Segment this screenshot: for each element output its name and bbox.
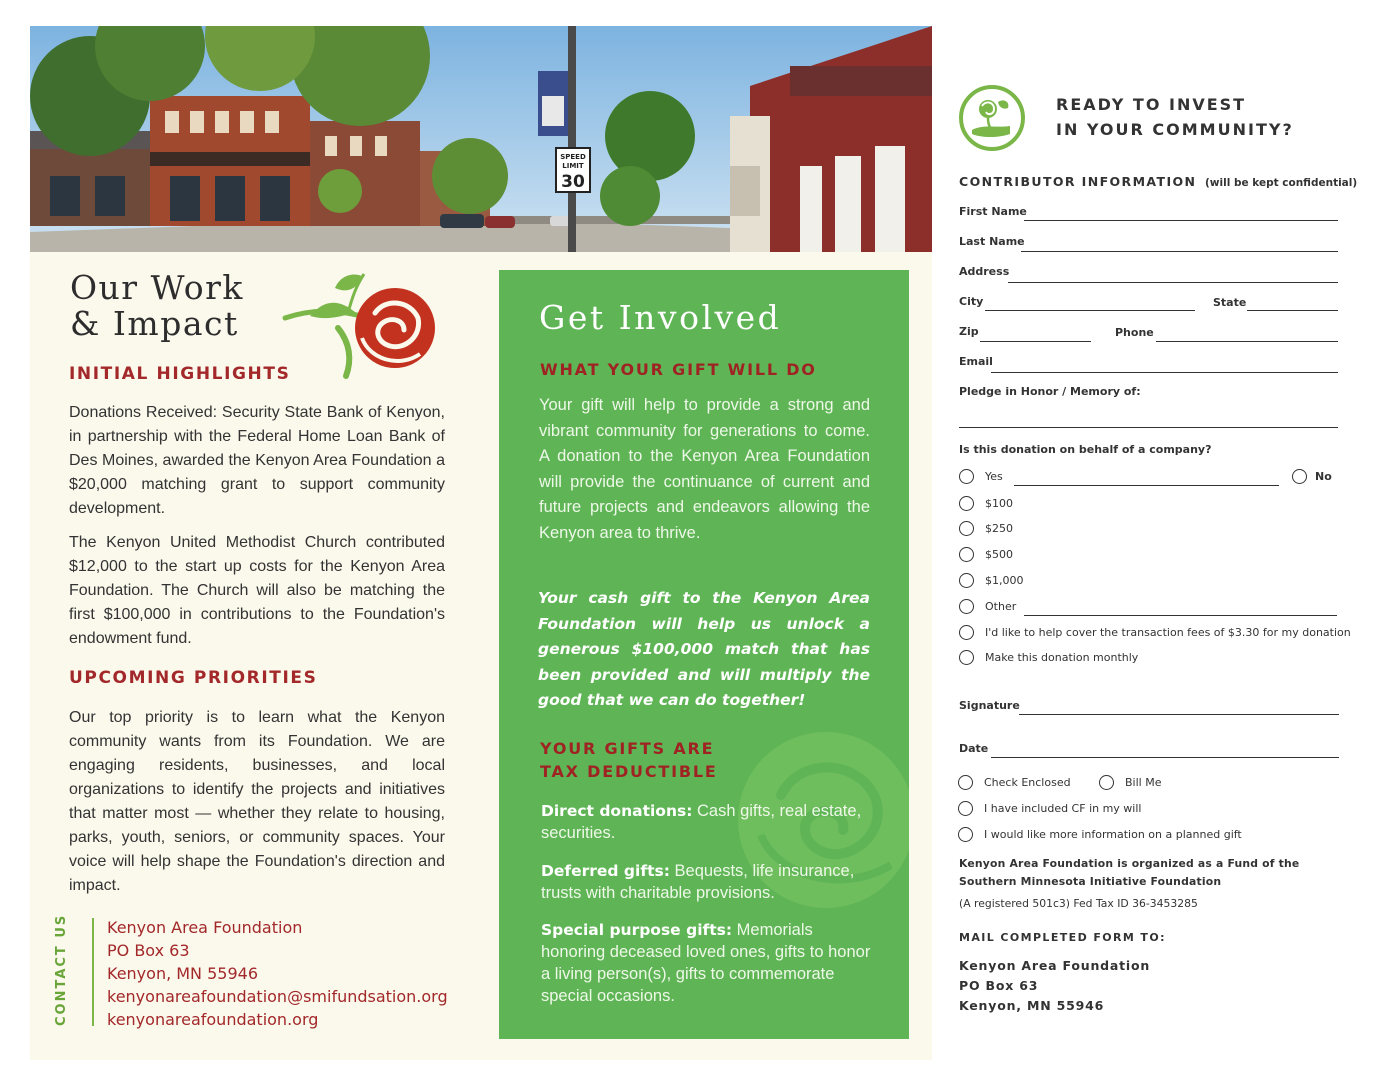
tax-heading-line1: YOUR GIFTS ARE bbox=[540, 739, 715, 758]
mail-org-name: Kenyon Area Foundation bbox=[959, 958, 1151, 973]
mail-form-heading: MAIL COMPLETED FORM TO: bbox=[959, 931, 1166, 944]
our-work-title bbox=[70, 270, 244, 342]
planned-gift-option[interactable] bbox=[958, 827, 1242, 842]
check-enclosed-label: Check Enclosed bbox=[984, 776, 1071, 789]
get-involved-title: Get Involved bbox=[539, 298, 782, 337]
city-field[interactable] bbox=[985, 310, 1195, 311]
last-name-field[interactable] bbox=[1021, 251, 1338, 252]
zip-field[interactable] bbox=[980, 341, 1091, 342]
monthly-radio[interactable] bbox=[959, 650, 974, 665]
speed-sign-line2: LIMIT bbox=[562, 162, 584, 170]
special-purpose-label: Special purpose gifts: bbox=[541, 921, 733, 939]
direct-donations-item bbox=[541, 800, 881, 844]
get-involved-panel bbox=[499, 270, 909, 1039]
amount-500-radio[interactable] bbox=[959, 547, 974, 562]
amount-100-radio[interactable] bbox=[959, 496, 974, 511]
included-will-option[interactable] bbox=[958, 801, 1141, 816]
initial-highlights-heading: INITIAL HIGHLIGHTS bbox=[69, 364, 291, 384]
deferred-gifts-item bbox=[541, 860, 881, 904]
no-label: No bbox=[1315, 470, 1332, 483]
other-amount-label: Other bbox=[985, 600, 1017, 613]
yes-option[interactable] bbox=[959, 469, 1003, 484]
planned-gift-label: I would like more information on a planned gift bbox=[984, 828, 1242, 841]
organization-note-line2: Southern Minnesota Initiative Foundation bbox=[959, 875, 1222, 888]
amount-1000-option[interactable] bbox=[959, 573, 1024, 588]
contributor-info-heading: CONTRIBUTOR INFORMATION bbox=[959, 174, 1197, 189]
gift-description: Your gift will help to provide a strong and vibrant community for generations to come. A donation to the Kenyon Area Foundation will provide the continuance of current and future projects and endeavors allowing the Kenyon area to thrive. bbox=[539, 396, 870, 542]
form-title-line2: IN YOUR COMMUNITY? bbox=[1056, 120, 1294, 139]
city-label: City bbox=[959, 295, 984, 308]
zip-label: Zip bbox=[959, 325, 979, 338]
no-option[interactable] bbox=[1292, 469, 1332, 484]
speed-sign-line1: SPEED bbox=[560, 153, 586, 161]
included-will-label: I have included CF in my will bbox=[984, 802, 1142, 815]
priorities-paragraph: Our top priority is to learn what the Kenyon community wants from its Foundation. We are engaging residents, businesses, and local organizations to identify the projects and initiatives that matter most — whether they relate to housing, parks, youth, seniors, or community spaces. Your voice will help shape the Foundation's direction and impact. bbox=[69, 709, 445, 894]
what-your-gift-heading: WHAT YOUR GIFT WILL DO bbox=[540, 360, 817, 379]
no-radio[interactable] bbox=[1292, 469, 1307, 484]
address-field[interactable] bbox=[1008, 282, 1338, 283]
our-work-title-line1: Our Work bbox=[70, 268, 244, 307]
first-name-label: First Name bbox=[959, 205, 1027, 218]
mail-address bbox=[959, 956, 1150, 1016]
deferred-gifts-text: Bequests, life insurance, trusts with charitable provisions. bbox=[541, 862, 855, 902]
check-enclosed-radio[interactable] bbox=[958, 775, 973, 790]
form-title-line1: READY TO INVEST bbox=[1056, 95, 1247, 114]
our-work-title-line2: & Impact bbox=[70, 304, 239, 343]
mail-city: Kenyon, MN 55946 bbox=[959, 998, 1105, 1013]
contact-email-link[interactable]: kenyonareafoundation@smifundsation.org bbox=[107, 987, 448, 1006]
contact-po-box: PO Box 63 bbox=[107, 941, 190, 960]
special-purpose-item bbox=[541, 919, 881, 1007]
rose-with-leaves-icon bbox=[280, 268, 440, 386]
company-name-field[interactable] bbox=[1014, 485, 1279, 486]
state-label: State bbox=[1213, 296, 1247, 309]
contact-divider bbox=[92, 918, 94, 1026]
date-label: Date bbox=[959, 742, 989, 755]
organization-note-line1: Kenyon Area Foundation is organized as a Fund of the bbox=[959, 857, 1300, 870]
confidential-note: (will be kept confidential) bbox=[1205, 177, 1358, 189]
amount-100-label: $100 bbox=[985, 497, 1013, 510]
other-amount-option[interactable] bbox=[959, 599, 1016, 614]
monthly-option[interactable] bbox=[959, 650, 1138, 665]
bill-me-option[interactable] bbox=[1099, 775, 1161, 790]
email-label: Email bbox=[959, 355, 993, 368]
upcoming-priorities-heading: UPCOMING PRIORITIES bbox=[69, 668, 318, 688]
contact-us-label: CONTACT US bbox=[54, 913, 69, 1026]
direct-donations-label: Direct donations: bbox=[541, 802, 693, 820]
form-title bbox=[1056, 92, 1294, 142]
cover-fees-label: I'd like to help cover the transaction fees of $3.30 for my donation bbox=[985, 626, 1351, 639]
amount-1000-label: $1,000 bbox=[985, 574, 1024, 587]
bill-me-radio[interactable] bbox=[1099, 775, 1114, 790]
match-statement: Your cash gift to the Kenyon Area Foundation will help us unlock a generous $100,000 match that has been provided and will multiply the good that we can do together! bbox=[538, 589, 870, 709]
signature-field[interactable] bbox=[1019, 714, 1339, 715]
amount-500-label: $500 bbox=[985, 548, 1013, 561]
contact-block bbox=[107, 916, 448, 1031]
company-question: Is this donation on behalf of a company? bbox=[959, 443, 1212, 456]
priorities-body bbox=[69, 706, 445, 908]
check-enclosed-option[interactable] bbox=[958, 775, 1071, 790]
tax-heading-line2: TAX DEDUCTIBLE bbox=[540, 762, 718, 781]
other-amount-field[interactable] bbox=[1024, 615, 1337, 616]
cover-fees-option[interactable] bbox=[959, 625, 1351, 640]
amount-100-option[interactable] bbox=[959, 496, 1013, 511]
speed-sign-value: 30 bbox=[561, 172, 585, 192]
planned-gift-radio[interactable] bbox=[958, 827, 973, 842]
email-field[interactable] bbox=[991, 372, 1338, 373]
first-name-field[interactable] bbox=[1024, 220, 1338, 221]
pledge-field[interactable] bbox=[959, 427, 1338, 428]
contact-city: Kenyon, MN 55946 bbox=[107, 964, 259, 983]
mail-po-box: PO Box 63 bbox=[959, 978, 1039, 993]
amount-1000-radio[interactable] bbox=[959, 573, 974, 588]
contact-website-link[interactable]: kenyonareafoundation.org bbox=[107, 1010, 319, 1029]
tax-id: (A registered 501c3) Fed Tax ID 36-3453285 bbox=[959, 897, 1198, 910]
yes-radio[interactable] bbox=[959, 469, 974, 484]
cover-fees-radio[interactable] bbox=[959, 625, 974, 640]
bill-me-label: Bill Me bbox=[1125, 776, 1162, 789]
monthly-label: Make this donation monthly bbox=[985, 651, 1139, 664]
signature-label: Signature bbox=[959, 699, 1020, 712]
amount-500-option[interactable] bbox=[959, 547, 1013, 562]
pledge-label: Pledge in Honor / Memory of: bbox=[959, 385, 1141, 398]
deferred-gifts-label: Deferred gifts: bbox=[541, 862, 670, 880]
rose-hand-logo-icon bbox=[958, 84, 1026, 152]
amount-250-radio[interactable] bbox=[959, 521, 974, 536]
tax-deductible-heading bbox=[540, 737, 718, 783]
direct-donations-text: Cash gifts, real estate, securities. bbox=[541, 802, 862, 842]
state-field[interactable] bbox=[1247, 310, 1338, 311]
phone-field[interactable] bbox=[1156, 341, 1338, 342]
highlights-paragraph-2: The Kenyon United Methodist Church contributed $12,000 to the start up costs for the Kenyon Area Foundation. The Church will also be matching the first $100,000 in contributions to the Foundation's endowment fund. bbox=[69, 534, 445, 647]
contact-org-name: Kenyon Area Foundation bbox=[107, 918, 303, 937]
amount-250-option[interactable] bbox=[959, 521, 1013, 536]
street-photo bbox=[30, 26, 932, 252]
yes-label: Yes bbox=[985, 470, 1003, 483]
organization-note bbox=[959, 855, 1299, 891]
highlights-paragraph-1: Donations Received: Security State Bank of Kenyon, in partnership with the Federal Home Loan Bank of Des Moines, awarded the Kenyon Area Foundation a $20,000 matching grant to support community development. bbox=[69, 404, 445, 517]
phone-label: Phone bbox=[1115, 326, 1154, 339]
amount-250-label: $250 bbox=[985, 522, 1013, 535]
included-will-radio[interactable] bbox=[958, 801, 973, 816]
last-name-label: Last Name bbox=[959, 235, 1025, 248]
address-label: Address bbox=[959, 265, 1010, 278]
highlights-body bbox=[69, 401, 445, 661]
other-amount-radio[interactable] bbox=[959, 599, 974, 614]
special-purpose-text: Memorials honoring deceased loved ones, gifts to honor a living person(s), gifts to commemorate special occasions. bbox=[541, 921, 871, 1005]
date-field[interactable] bbox=[991, 757, 1339, 758]
